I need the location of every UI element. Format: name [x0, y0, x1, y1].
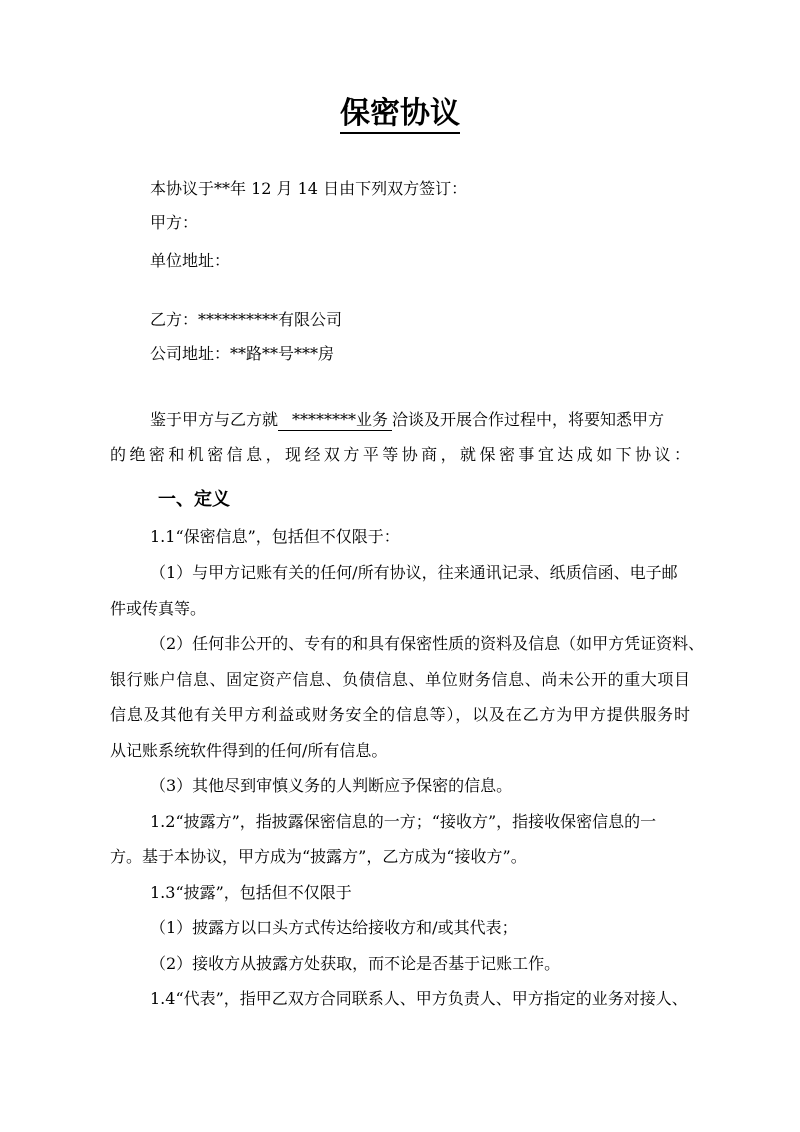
intro-line: 本协议于**年 12 月 14 日由下列双方签订：: [150, 179, 468, 198]
preamble-business-blank: ********业务: [278, 410, 392, 431]
document-title: [0, 94, 800, 134]
party-a-address-label: 单位地址：: [150, 251, 231, 270]
clause-1-1: 1.1“保密信息”，包括但不仅限于：: [150, 527, 400, 546]
item-2-line-2: 银行账户信息、固定资产信息、负债信息、单位财务信息、尚未公开的重大项目: [110, 670, 690, 689]
clause-1-2-line-1: 1.2“披露方”，指披露保密信息的一方；“接收方”，指接收保密信息的一: [150, 812, 657, 831]
clause-1-2-line-2: 方。基于本协议，甲方成为“披露方”，乙方成为“接收方”。: [110, 847, 527, 866]
section-1-heading: 一、定义: [158, 489, 230, 510]
item-1-line-1: （1）与甲方记账有关的任何/所有协议，往来通讯记录、纸质信函、电子邮: [150, 563, 678, 582]
clause-1-3-item-1: （1）披露方以口头方式传达给接收方和/或其代表；: [150, 918, 518, 937]
item-3: （3）其他尽到审慎义务的人判断应予保密的信息。: [150, 776, 513, 795]
preamble-line-2: 的绝密和机密信息，现经双方平等协商，就保密事宜达成如下协议：: [110, 445, 690, 464]
preamble-line-1: [150, 409, 664, 431]
item-2-line-4: 从记账系统软件得到的任何/所有信息。: [110, 741, 388, 760]
party-b-line: 乙方：**********有限公司: [150, 310, 343, 329]
party-a-label: 甲方：: [150, 213, 199, 232]
clause-1-3-item-2: （2）接收方从披露方处获取，而不论是否基于记账工作。: [150, 954, 561, 973]
clause-1-4-line-1: 1.4“代表”，指甲乙双方合同联系人、甲方负责人、甲方指定的业务对接人、: [150, 989, 688, 1008]
document-title-text: 保密协议: [340, 96, 460, 134]
clause-1-3: 1.3“披露”，包括但不仅限于: [150, 883, 352, 902]
preamble-end: 洽谈及开展合作过程中，将要知悉甲方: [392, 410, 665, 429]
item-1-line-2: 件或传真等。: [110, 599, 207, 618]
item-2-line-1: （2）任何非公开的、专有的和具有保密性质的资料及信息（如甲方凭证资料、: [150, 634, 705, 653]
party-b-address-line: 公司地址：**路**号***房: [150, 344, 335, 363]
item-2-line-3: 信息及其他有关甲方利益或财务安全的信息等），以及在乙方为甲方提供服务时: [110, 705, 690, 724]
preamble-start: 鉴于甲方与乙方就: [150, 410, 279, 429]
